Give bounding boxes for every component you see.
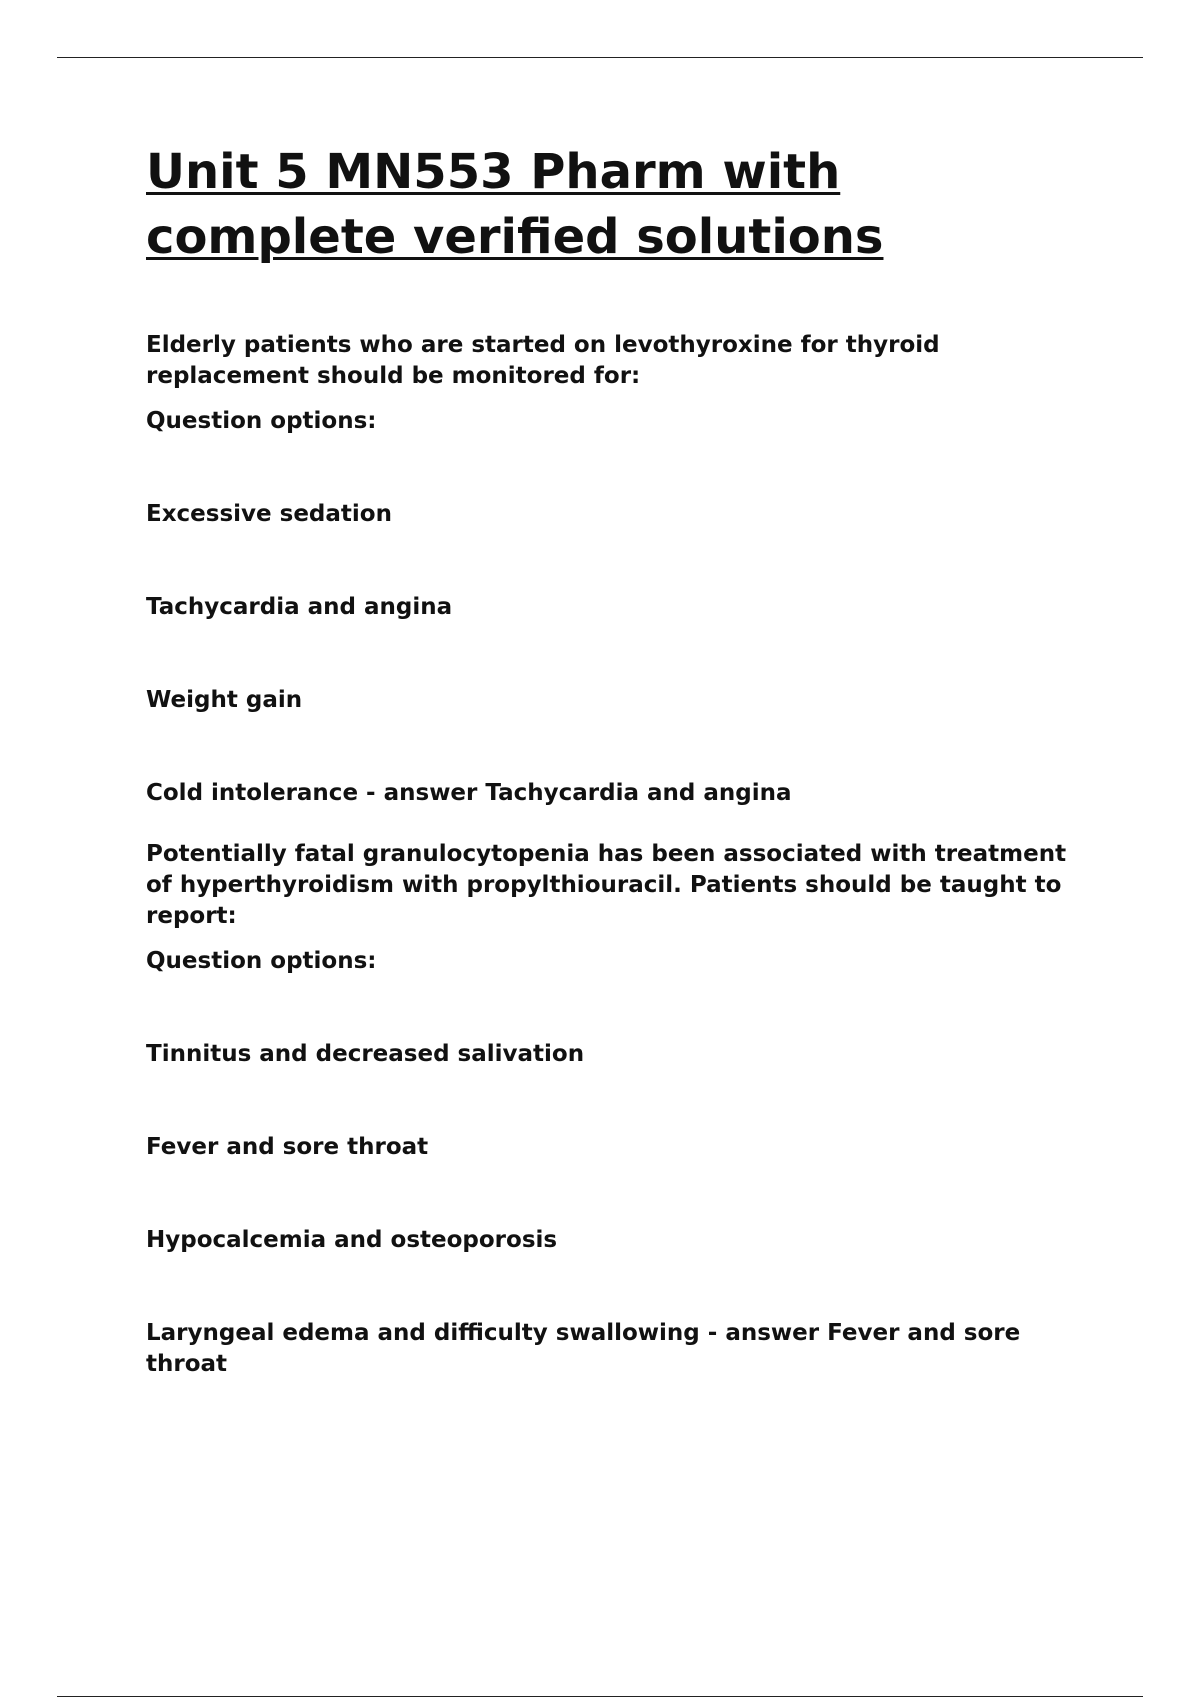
question-text: Potentially fatal granulocytopenia has been associated with treatment of hyperthyroidism with propylthiouracil. Patients should be taught to report: [146,841,1067,929]
answer-option: Hypocalcemia and osteoporosis [146,1227,558,1253]
title-line: Unit 5 MN553 Pharm with [146,144,841,200]
answer-option: Weight gain [146,687,303,713]
question-block [146,839,1086,1380]
answer-option: Tinnitus and decreased salivation [146,1041,585,1067]
question-block [146,330,1086,809]
question-text: Elderly patients who are started on levothyroxine for thyroid replacement should be monitored for: [146,332,940,389]
answer-option: Excessive sedation [146,501,392,527]
question-options-label: Question options: [146,408,377,434]
question-list [146,330,1086,1380]
bottom-divider [57,1696,1143,1697]
document-body [146,140,1086,1410]
question-options-label: Question options: [146,948,377,974]
title-line: complete verified solutions [146,209,884,265]
answer-option: Tachycardia and angina [146,594,453,620]
document-title [146,140,1086,270]
answer-option: Laryngeal edema and difficulty swallowing - answer Fever and sore throat [146,1320,1021,1377]
answer-option: Fever and sore throat [146,1134,429,1160]
top-divider [57,57,1143,58]
answer-option: Cold intolerance - answer Tachycardia and angina [146,780,792,806]
